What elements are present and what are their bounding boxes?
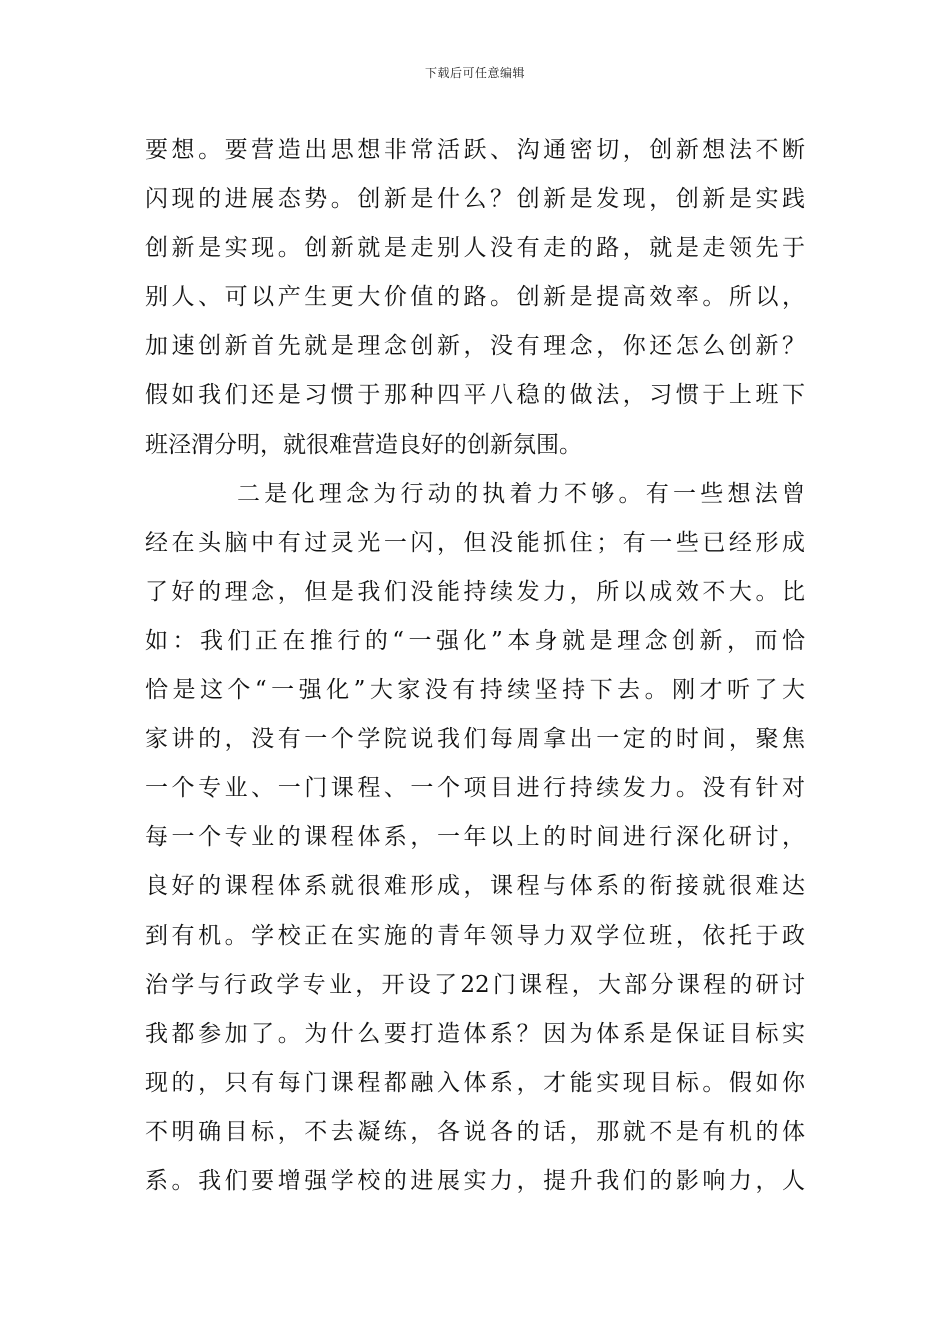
paragraph-first-line: 二是化理念为行动的执着力不够。有一些想法曾 bbox=[237, 480, 805, 507]
text-line: 闪现的进展态势。创新是什么？创新是发现，创新是实践 bbox=[145, 186, 805, 213]
text-line: 创新是实现。创新就是走别人没有走的路，就是走领先于 bbox=[145, 235, 805, 262]
text-line: 一个专业、一门课程、一个项目进行持续发力。没有针对 bbox=[145, 775, 805, 802]
page-header: 下载后可任意编辑 bbox=[424, 66, 525, 80]
text-line: 要想。要营造出思想非常活跃、沟通密切，创新想法不断 bbox=[145, 137, 805, 163]
text-line: 加速创新首先就是理念创新，没有理念，你还怎么创新？ bbox=[145, 333, 805, 360]
text-line: 每一个专业的课程体系，一年以上的时间进行深化研讨， bbox=[145, 824, 805, 851]
text-line: 假如我们还是习惯于那种四平八稳的做法，习惯于上班下 bbox=[145, 382, 805, 409]
text-line: 到有机。学校正在实施的青年领导力双学位班，依托于政 bbox=[145, 922, 805, 949]
text-line: 不明确目标，不去凝练，各说各的话，那就不是有机的体 bbox=[145, 1118, 805, 1145]
text-line: 我都参加了。为什么要打造体系？因为体系是保证目标实 bbox=[145, 1020, 805, 1047]
text-line: 别人、可以产生更大价值的路。创新是提高效率。所以， bbox=[145, 284, 805, 311]
text-line: 恰是这个“一强化”大家没有持续坚持下去。刚才听了大 bbox=[145, 677, 805, 704]
text-line: 现的，只有每门课程都融入体系，才能实现目标。假如你 bbox=[145, 1069, 805, 1096]
text-line: 家讲的，没有一个学院说我们每周拿出一定的时间，聚焦 bbox=[145, 726, 805, 753]
text-line: 系。我们要增强学校的进展实力，提升我们的影响力，人 bbox=[145, 1167, 805, 1194]
text-line: 治学与行政学专业，开设了22门课程，大部分课程的研讨 bbox=[145, 971, 805, 998]
text-line: 经在头脑中有过灵光一闪，但没能抓住；有一些已经形成 bbox=[145, 529, 805, 556]
body-text bbox=[145, 126, 805, 1206]
text-line: 了好的理念，但是我们没能持续发力，所以成效不大。比 bbox=[145, 578, 805, 605]
text-line: 良好的课程体系就很难形成，课程与体系的衔接就很难达 bbox=[145, 873, 805, 900]
text-line: 如：我们正在推行的“一强化”本身就是理念创新，而恰 bbox=[145, 627, 805, 654]
text-line: 班泾渭分明，就很难营造良好的创新氛围。 bbox=[145, 431, 582, 458]
